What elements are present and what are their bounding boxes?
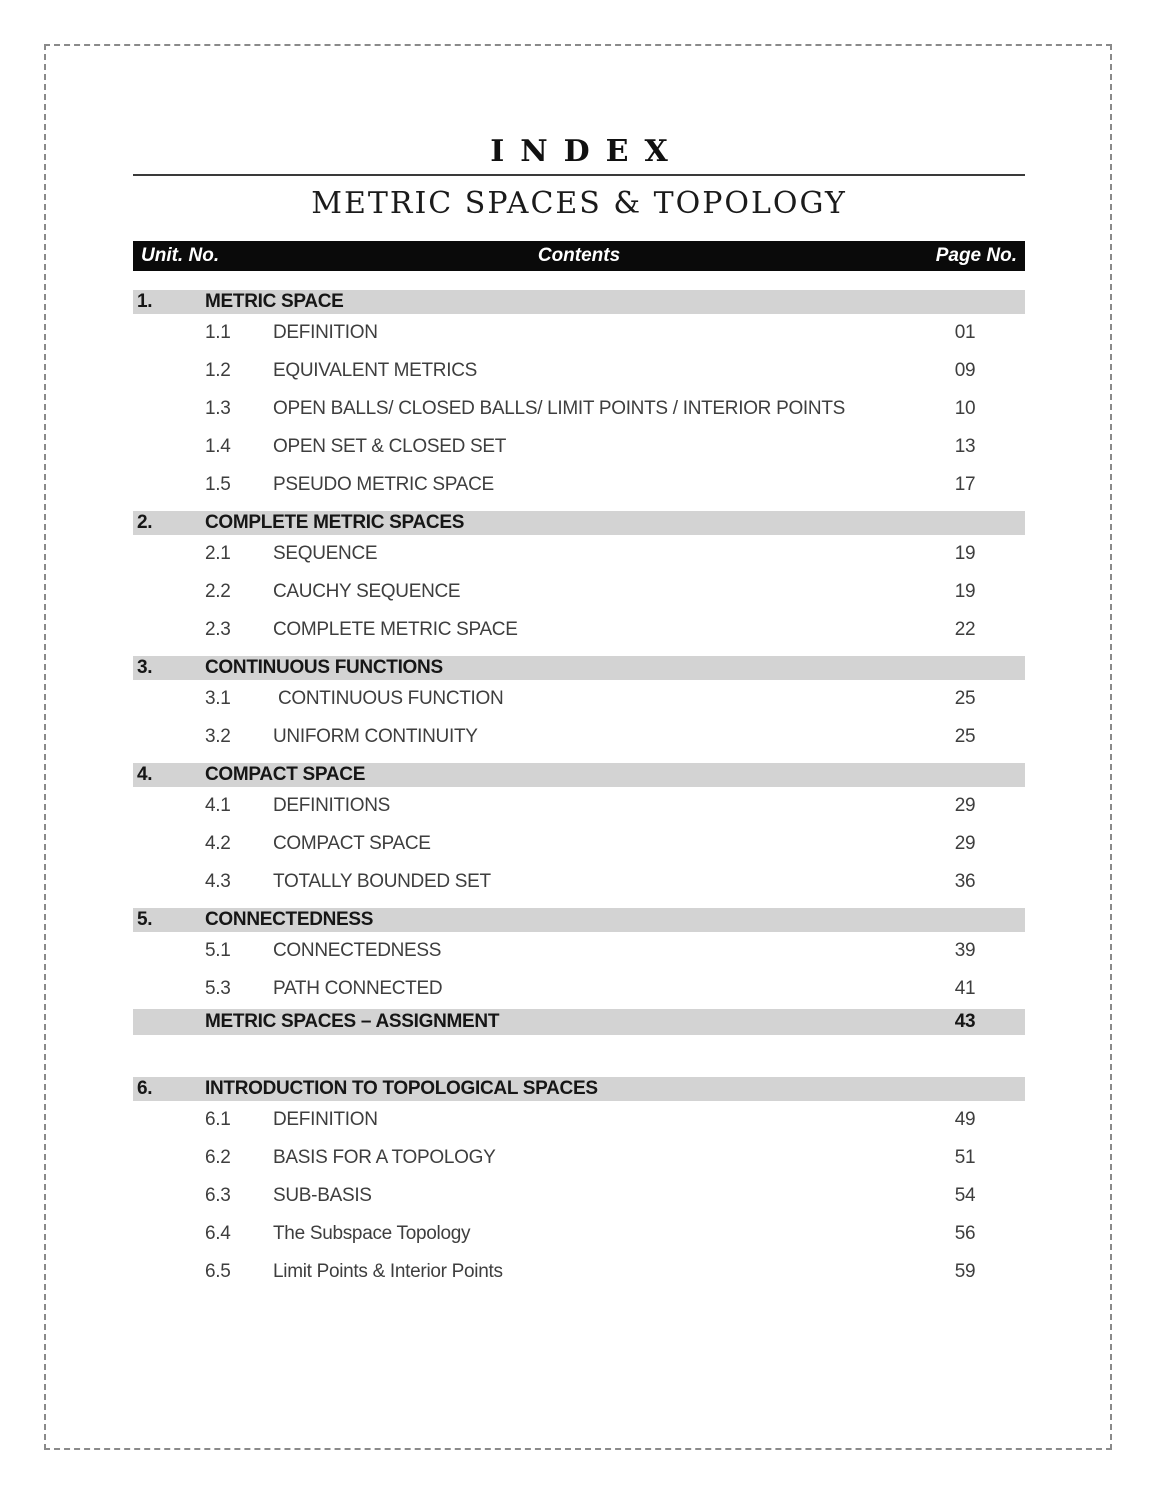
page-title: INDEX <box>490 134 684 169</box>
row-number: 1.2 <box>205 360 231 381</box>
section-title: COMPLETE METRIC SPACES <box>205 512 465 533</box>
toc-row <box>133 1177 1025 1215</box>
toc-row <box>133 680 1025 718</box>
row-title: PATH CONNECTED <box>273 978 443 999</box>
section-page: 43 <box>954 1011 976 1032</box>
row-page: 39 <box>954 940 976 961</box>
row-page: 13 <box>954 436 976 457</box>
toc-sections <box>133 290 1025 1291</box>
row-title: COMPACT SPACE <box>273 833 431 854</box>
row-title: UNIFORM CONTINUITY <box>273 726 478 747</box>
row-page: 49 <box>954 1109 976 1130</box>
row-title: CONTINUOUS FUNCTION <box>273 688 504 709</box>
row-number: 3.1 <box>205 688 231 709</box>
row-title: BASIS FOR A TOPOLOGY <box>273 1147 496 1168</box>
row-page: 19 <box>954 581 976 602</box>
section-title: INTRODUCTION TO TOPOLOGICAL SPACES <box>205 1078 598 1099</box>
row-page: 19 <box>954 543 976 564</box>
section-header <box>133 656 1025 680</box>
row-title: Limit Points & Interior Points <box>273 1261 503 1282</box>
toc-row <box>133 352 1025 390</box>
toc-row <box>133 611 1025 649</box>
row-page: 10 <box>954 398 976 419</box>
title-divider <box>133 174 1025 176</box>
row-page: 25 <box>954 726 976 747</box>
row-page: 29 <box>954 795 976 816</box>
column-header-contents: Contents <box>537 245 621 266</box>
assignment-row <box>133 1009 1025 1035</box>
row-number: 6.2 <box>205 1147 231 1168</box>
row-page: 09 <box>954 360 976 381</box>
row-number: 5.3 <box>205 978 231 999</box>
row-title: DEFINITION <box>273 322 378 343</box>
toc-row <box>133 787 1025 825</box>
toc-row <box>133 466 1025 504</box>
toc-row <box>133 535 1025 573</box>
toc-row <box>133 863 1025 901</box>
row-page: 41 <box>954 978 976 999</box>
section-header <box>133 1077 1025 1101</box>
row-number: 6.4 <box>205 1223 231 1244</box>
row-number: 2.1 <box>205 543 231 564</box>
row-page: 36 <box>954 871 976 892</box>
toc-row <box>133 1101 1025 1139</box>
row-title: The Subspace Topology <box>273 1223 471 1244</box>
toc-row <box>133 314 1025 352</box>
section-number: 3. <box>137 657 153 678</box>
row-title: COMPLETE METRIC SPACE <box>273 619 518 640</box>
toc-row <box>133 932 1025 970</box>
section-number: 4. <box>137 764 153 785</box>
table-header-bar <box>133 241 1025 271</box>
row-number: 1.1 <box>205 322 231 343</box>
row-number: 6.3 <box>205 1185 231 1206</box>
section-title: COMPACT SPACE <box>205 764 366 785</box>
toc-row <box>133 573 1025 611</box>
page-subtitle: METRIC SPACES & TOPOLOGY <box>311 186 847 221</box>
row-page: 59 <box>954 1261 976 1282</box>
row-title: OPEN BALLS/ CLOSED BALLS/ LIMIT POINTS / INTERIOR POINTS <box>273 398 846 419</box>
section-header <box>133 290 1025 314</box>
row-page: 54 <box>954 1185 976 1206</box>
toc-row <box>133 390 1025 428</box>
row-page: 29 <box>954 833 976 854</box>
row-number: 6.5 <box>205 1261 231 1282</box>
toc-row <box>133 1253 1025 1291</box>
row-number: 1.5 <box>205 474 231 495</box>
row-title: PSEUDO METRIC SPACE <box>273 474 494 495</box>
row-title: EQUIVALENT METRICS <box>273 360 477 381</box>
row-title: TOTALLY BOUNDED SET <box>273 871 491 892</box>
column-header-page: Page No. <box>935 245 1018 266</box>
row-number: 2.2 <box>205 581 231 602</box>
row-page: 56 <box>954 1223 976 1244</box>
section-header <box>133 763 1025 787</box>
row-number: 6.1 <box>205 1109 231 1130</box>
section-header <box>133 511 1025 535</box>
row-page: 25 <box>954 688 976 709</box>
row-number: 5.1 <box>205 940 231 961</box>
row-title: OPEN SET & CLOSED SET <box>273 436 507 457</box>
toc-row <box>133 1215 1025 1253</box>
row-number: 4.1 <box>205 795 231 816</box>
section-number: 1. <box>137 291 153 312</box>
toc-row <box>133 718 1025 756</box>
row-title: CAUCHY SEQUENCE <box>273 581 461 602</box>
row-number: 2.3 <box>205 619 231 640</box>
row-page: 22 <box>954 619 976 640</box>
section-title: CONTINUOUS FUNCTIONS <box>205 657 443 678</box>
row-number: 3.2 <box>205 726 231 747</box>
row-page: 17 <box>954 474 976 495</box>
column-header-unit: Unit. No. <box>141 245 220 266</box>
section-header <box>133 908 1025 932</box>
toc-row <box>133 970 1025 1008</box>
toc-row <box>133 428 1025 466</box>
section-title: METRIC SPACES – ASSIGNMENT <box>205 1011 500 1032</box>
row-title: DEFINITIONS <box>273 795 391 816</box>
section-number: 5. <box>137 909 153 930</box>
section-title: METRIC SPACE <box>205 291 344 312</box>
section-number: 2. <box>137 512 153 533</box>
row-number: 1.3 <box>205 398 231 419</box>
toc-row <box>133 1139 1025 1177</box>
row-number: 4.2 <box>205 833 231 854</box>
row-number: 4.3 <box>205 871 231 892</box>
row-title: CONNECTEDNESS <box>273 940 442 961</box>
row-title: DEFINITION <box>273 1109 378 1130</box>
row-page: 51 <box>954 1147 976 1168</box>
section-title: CONNECTEDNESS <box>205 909 374 930</box>
row-number: 1.4 <box>205 436 231 457</box>
toc-row <box>133 825 1025 863</box>
row-title: SEQUENCE <box>273 543 378 564</box>
page-content <box>133 130 1025 1291</box>
section-number: 6. <box>137 1078 153 1099</box>
row-title: SUB-BASIS <box>273 1185 372 1206</box>
row-page: 01 <box>954 322 976 343</box>
